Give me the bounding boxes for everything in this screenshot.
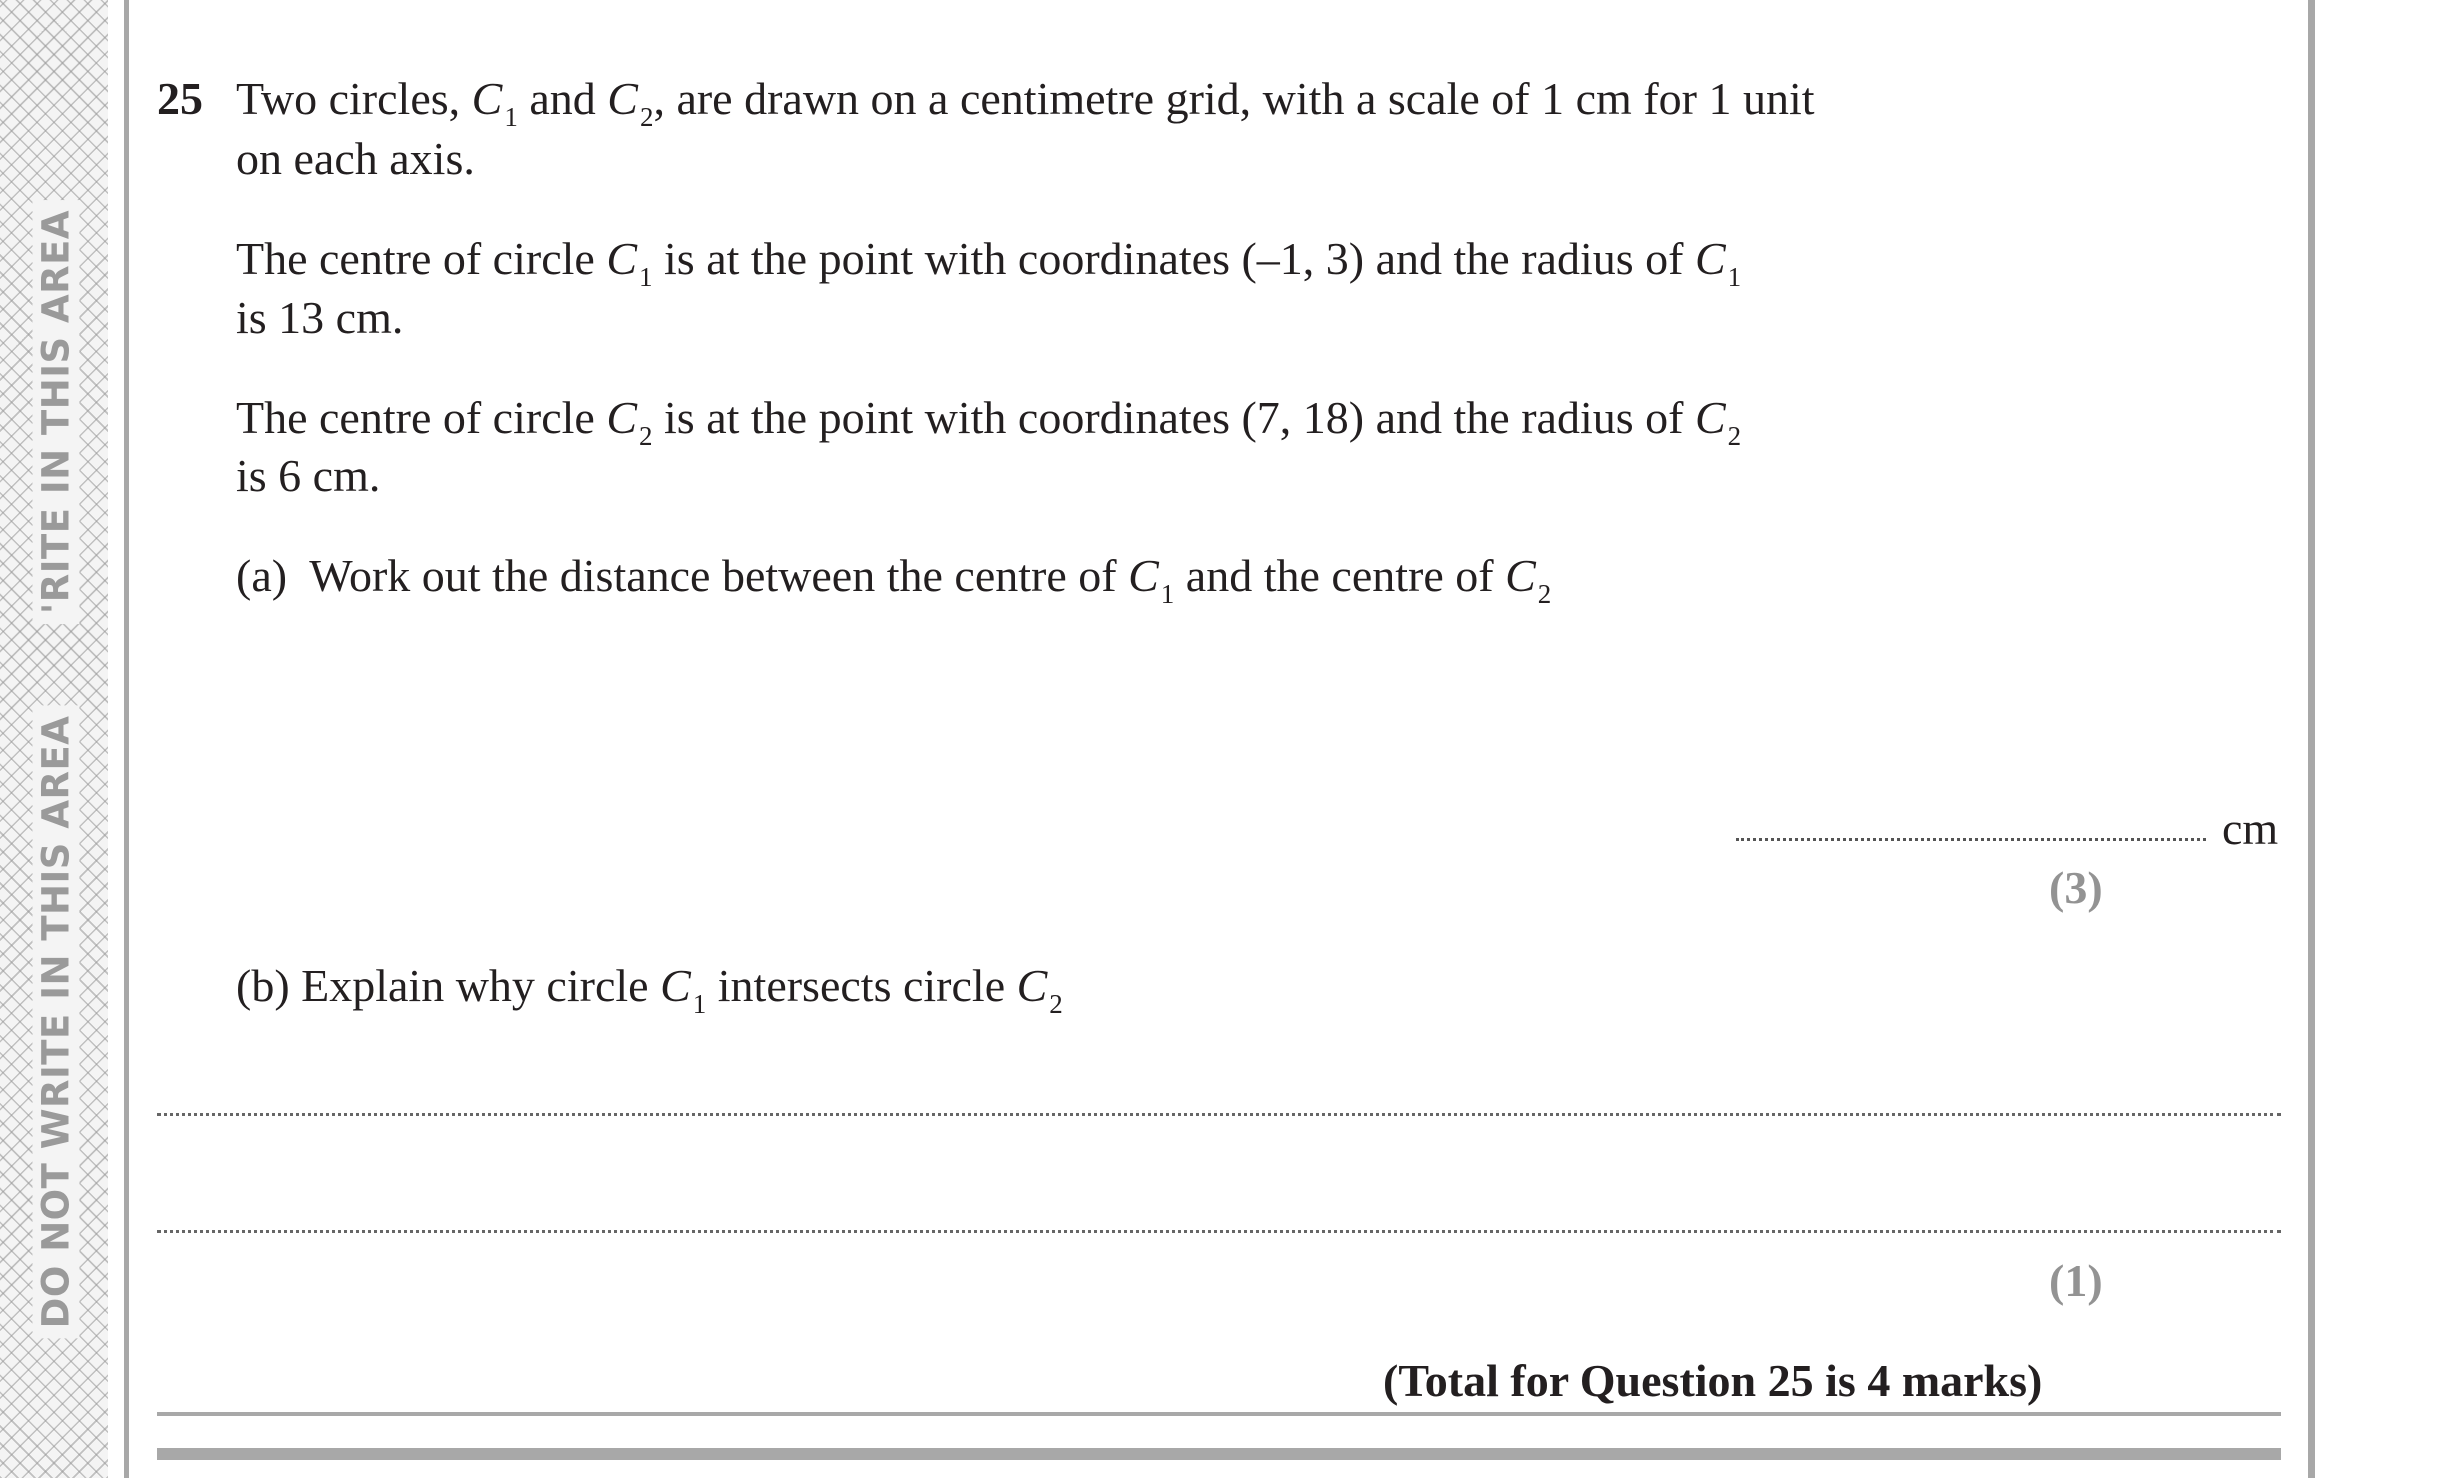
part-a-marks: (3) (2049, 862, 2103, 913)
margin-warning-lower: DO NOT WRITE IN THIS AREA (33, 706, 80, 1339)
question-number: 25 (157, 73, 203, 124)
circle2-text-line-2: is 6 cm. (236, 450, 381, 501)
right-border-line (2308, 0, 2315, 1478)
circle1-text-line-1: The centre of circle $C_1$ is at the point with coordinates (–1, 3) and the radius of $C_1$ (236, 233, 1742, 292)
part-b-marks: (1) (2049, 1255, 2103, 1306)
circle2-text-line-1: The centre of circle $C_2$ is at the point with coordinates (7, 18) and the radius of $C_2$ (236, 392, 1742, 451)
page-bottom-rule (157, 1448, 2281, 1460)
margin-warning-upper: 'RITE IN THIS AREA (33, 200, 80, 624)
left-border-line (124, 0, 129, 1478)
part-a-answer-unit: cm (2222, 803, 2279, 854)
question-intro-line-2: on each axis. (236, 133, 475, 184)
part-b-question: (b) Explain why circle $C_1$ intersects circle $C_2$ (236, 960, 1063, 1019)
question-intro-line-1: Two circles, $C_1$ and $C_2$, are drawn on a centimetre grid, with a scale of 1 cm for 1 unit (236, 73, 1815, 132)
part-a-question: (a) Work out the distance between the centre of $C_1$ and the centre of $C_2$ (236, 550, 1552, 609)
part-a-answer-line[interactable] (1736, 838, 2206, 841)
question-end-rule (157, 1412, 2281, 1416)
part-b-answer-line-2[interactable] (157, 1230, 2281, 1233)
part-b-answer-line-1[interactable] (157, 1113, 2281, 1116)
question-total: (Total for Question 25 is 4 marks) (1383, 1355, 2043, 1406)
circle1-text-line-2: is 13 cm. (236, 292, 404, 343)
